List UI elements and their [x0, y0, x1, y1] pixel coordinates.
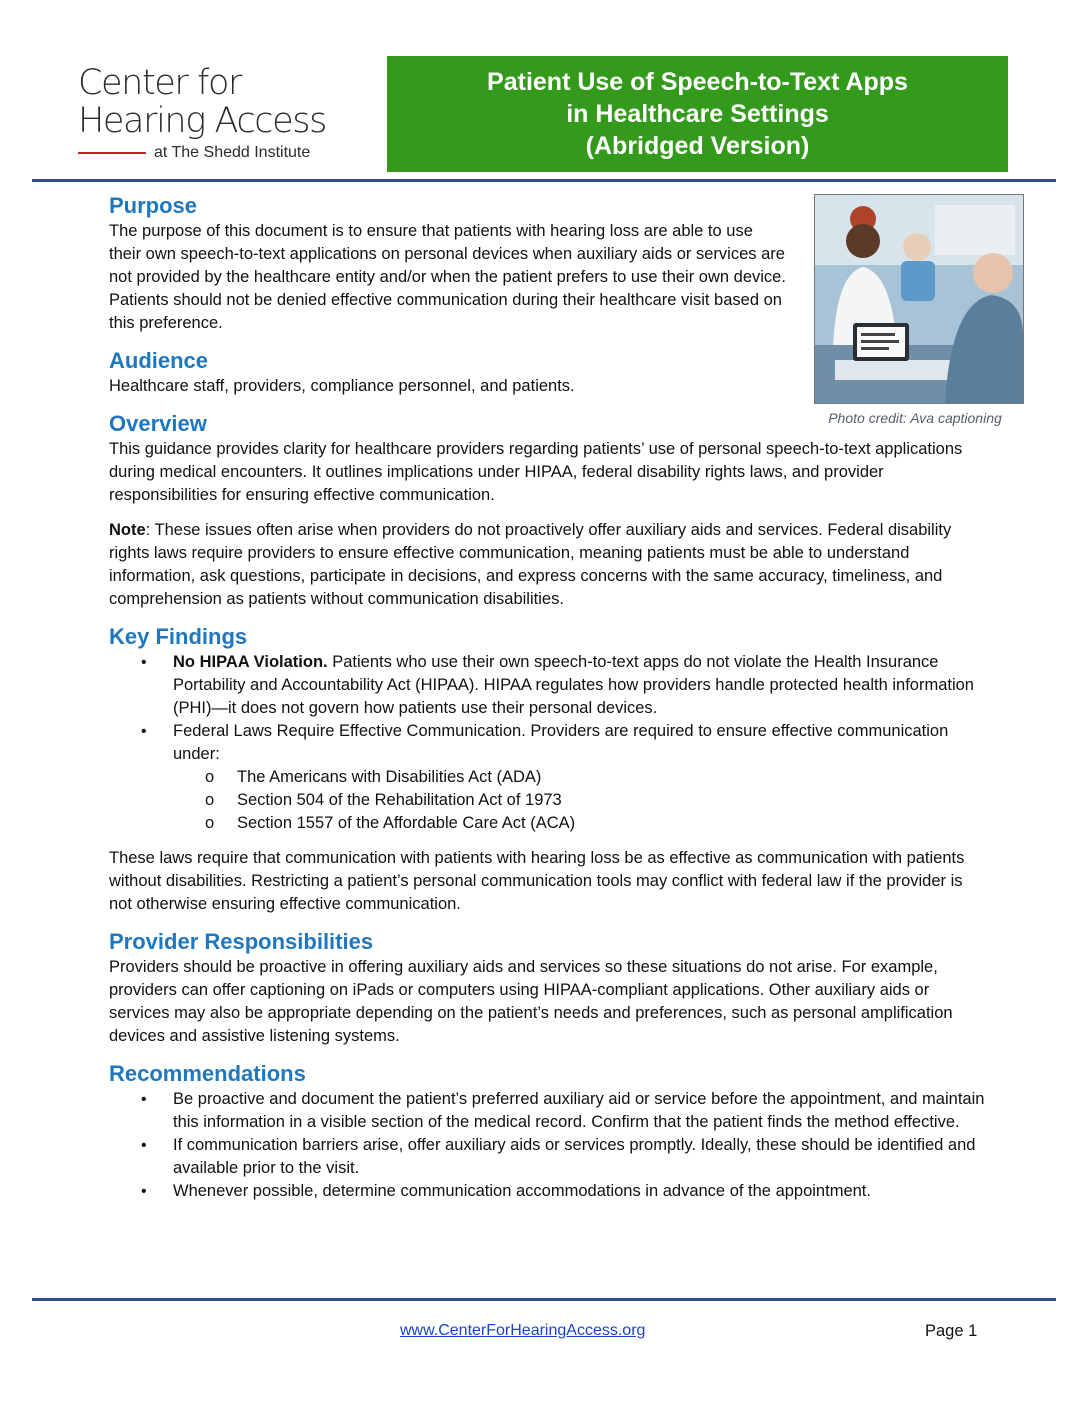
overview-text: This guidance provides clarity for healthcare providers regarding patients’ use of personal speech-to-text applications during medical encounters. It outlines implications under HIPAA, federal disability rights laws, and provider responsibilities for ensuring effective communication.: [109, 440, 963, 504]
logo-sub-text: at The Shedd Institute: [154, 144, 311, 161]
laws-list: [173, 766, 989, 835]
list-item: o The Americans with Disabilities Act (ADA): [173, 766, 989, 789]
audience-heading: Audience: [109, 348, 209, 373]
title-line-3: (Abridged Version): [585, 132, 810, 160]
purpose-heading: Purpose: [109, 193, 198, 218]
footer-rule: [32, 1298, 1056, 1301]
website-link[interactable]: www.CenterForHearingAccess.org: [400, 1322, 646, 1339]
title-line-2: in Healthcare Settings: [566, 100, 829, 128]
recommendations-list: [109, 1088, 989, 1203]
list-item: • Be proactive and document the patient’s preferred auxiliary aid or service before the appointment, and maintain this information in a visible section of the medical record. Confirm that the patient finds the method effective.: [109, 1088, 989, 1134]
note-text: : These issues often arise when providers do not proactively offer auxiliary aids and services. Federal disability rights laws require providers to ensure effective communication, meaning patients must be able to understand information, ask questions, participate in decisions, and express concerns with the same accuracy, timeliness, and comprehension as patients without communication disabilities.: [109, 521, 952, 608]
logo: [78, 64, 353, 162]
finding-text: Patients who use their own speech-to-text apps do not violate the Health Insurance Portability and Accountability Act (HIPAA). HIPAA regulates how providers handle protected health information (PHI)—it does not govern how patients use their personal devices.: [173, 653, 974, 717]
recommendations-heading: Recommendations: [109, 1061, 306, 1086]
logo-subline: [78, 144, 353, 162]
key-findings-heading: Key Findings: [109, 624, 248, 649]
list-item: • If communication barriers arise, offer auxiliary aids or services promptly. Ideally, these should be identified and available prior to the visit.: [109, 1134, 989, 1180]
logo-line-2: Hearing Access: [78, 101, 326, 141]
photo-credit: Photo credit: Ava captioning: [828, 410, 1002, 426]
overview-note: [109, 519, 989, 611]
document-title-box: [387, 56, 1008, 172]
logo-line-1: Center for: [78, 63, 242, 103]
header-rule: [32, 179, 1056, 182]
logo-red-rule: [78, 152, 146, 154]
provider-heading: Provider Responsibilities: [109, 929, 374, 954]
document-body: [109, 192, 989, 1203]
key-findings-closing: These laws require that communication with patients with hearing loss be as effective as communication with patients without disabilities. Restricting a patient’s personal communication tools may conflict with federal law if the provider is not otherwise ensuring effective communication.: [109, 849, 965, 913]
title-line-1: Patient Use of Speech-to-Text Apps: [487, 68, 908, 96]
list-item: o Section 504 of the Rehabilitation Act of 1973: [173, 789, 989, 812]
list-item: [109, 651, 989, 720]
page-number: Page 1: [925, 1322, 978, 1340]
audience-text: Healthcare staff, providers, compliance personnel, and patients.: [109, 377, 575, 395]
purpose-text: The purpose of this document is to ensure that patients with hearing loss are able to use their own speech-to-text applications on personal devices when auxiliary aids or services are not provided by the healthcare entity and/or when the patient prefers to use their own device. Patients should not be denied effective communication during their healthcare visit based on this preference.: [109, 222, 786, 332]
provider-text: Providers should be proactive in offering auxiliary aids and services so these situations do not arise. For example, providers can offer captioning on iPads or computers using HIPAA-compliant applications. Other auxiliary aids or services may also be appropriate depending on the patient’s needs and preferences, such as personal amplification devices and assistive listening systems.: [109, 958, 953, 1045]
finding-text: Federal Laws Require Effective Communication. Providers are required to ensure effective communication under:: [173, 722, 949, 763]
list-item: • Whenever possible, determine communication accommodations in advance of the appointment.: [109, 1180, 989, 1203]
overview-heading: Overview: [109, 411, 207, 436]
finding-bold-label: No HIPAA Violation.: [173, 653, 328, 671]
list-item: o Section 1557 of the Affordable Care Act (ACA): [173, 812, 989, 835]
note-label: Note: [109, 521, 146, 539]
list-item: [109, 720, 989, 835]
key-findings-list: [109, 651, 989, 835]
